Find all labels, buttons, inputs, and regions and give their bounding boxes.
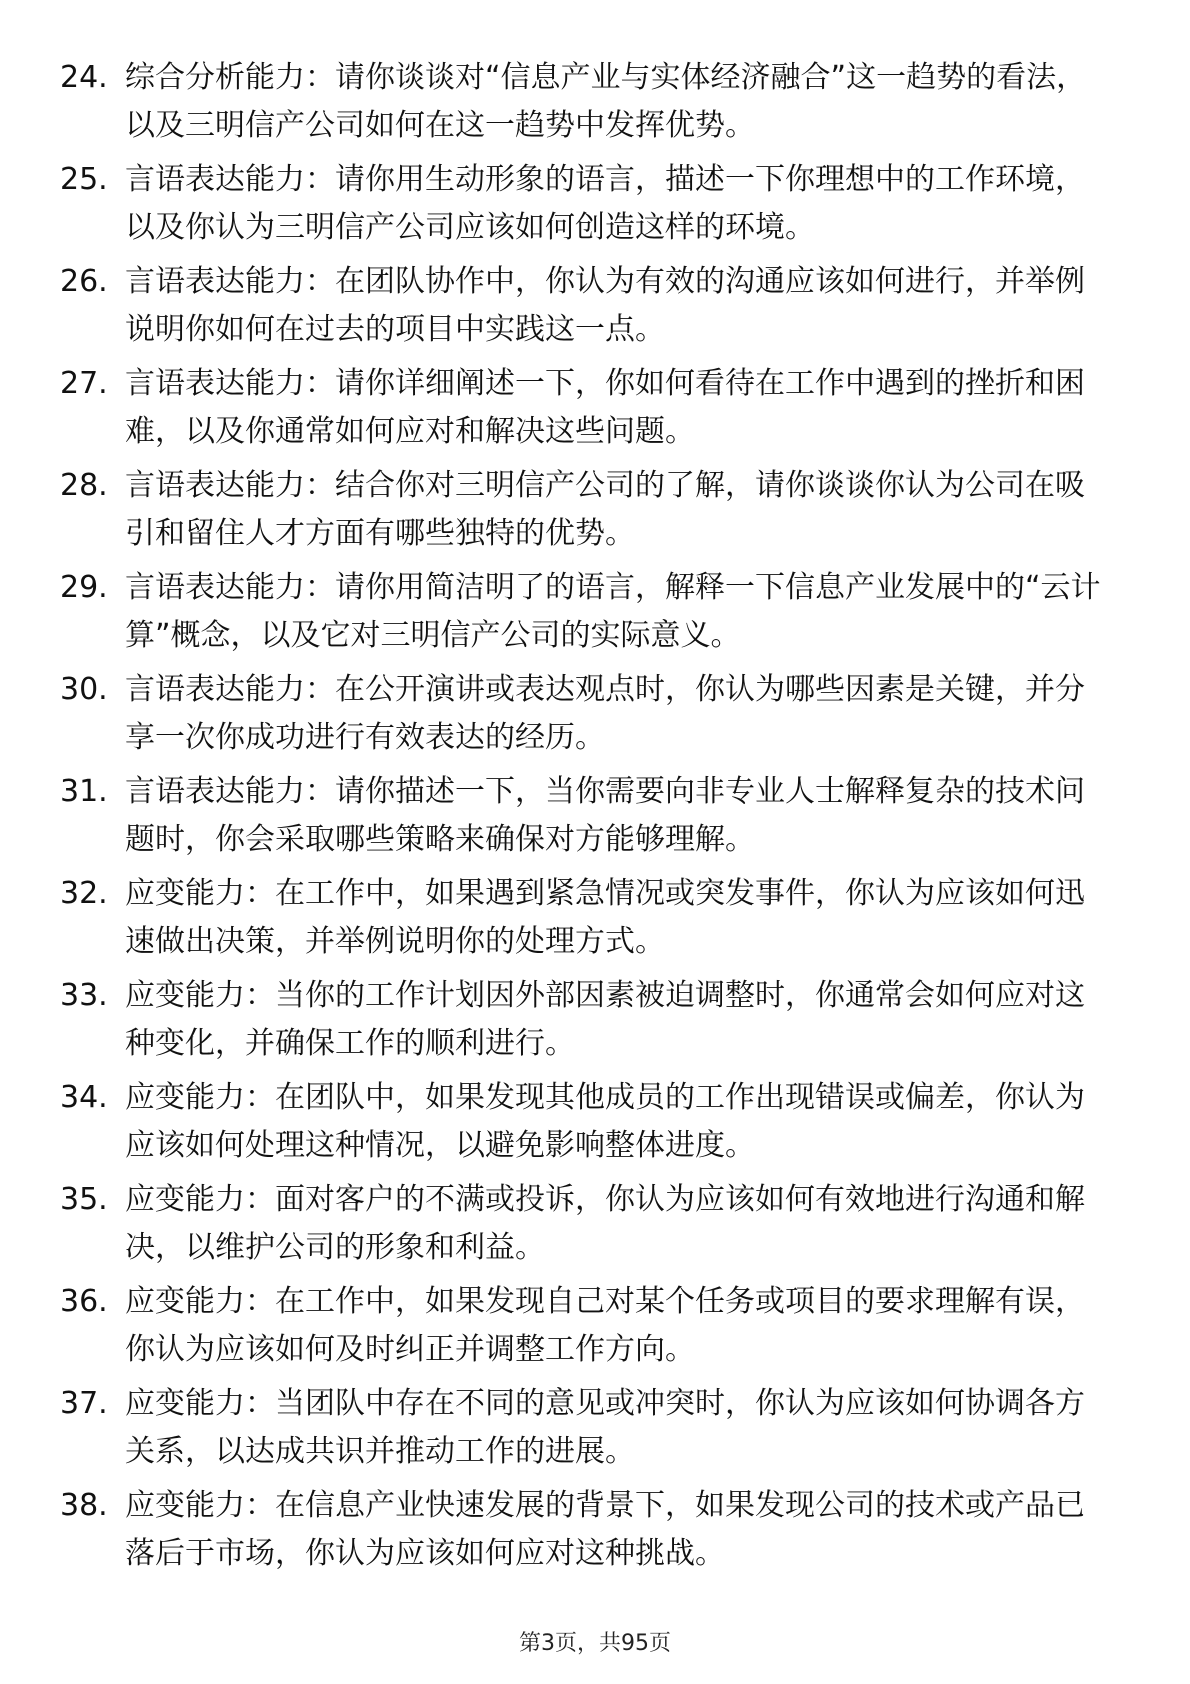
question-text: 言语表达能力：结合你对三明信产公司的了解，请你谈谈你认为公司在吸引和留住人才方面有哪些独特的优势。 bbox=[125, 468, 1085, 551]
question-item bbox=[60, 1278, 1110, 1374]
question-number: 38. bbox=[60, 1488, 108, 1523]
question-text: 言语表达能力：在公开演讲或表达观点时，你认为哪些因素是关键，并分享一次你成功进行有效表达的经历。 bbox=[125, 672, 1085, 755]
question-item bbox=[60, 54, 1110, 150]
question-number: 28. bbox=[60, 468, 108, 503]
question-text: 应变能力：在工作中，如果发现自己对某个任务或项目的要求理解有误，你认为应该如何及时纠正并调整工作方向。 bbox=[125, 1284, 1085, 1367]
question-item bbox=[60, 258, 1110, 354]
question-number: 33. bbox=[60, 978, 108, 1013]
question-number: 31. bbox=[60, 774, 108, 809]
question-text: 应变能力：在工作中，如果遇到紧急情况或突发事件，你认为应该如何迅速做出决策，并举例说明你的处理方式。 bbox=[125, 876, 1085, 959]
question-item bbox=[60, 1482, 1110, 1578]
question-text: 言语表达能力：请你用简洁明了的语言，解释一下信息产业发展中的“云计算”概念，以及它对三明信产公司的实际意义。 bbox=[125, 570, 1101, 653]
question-item bbox=[60, 768, 1110, 864]
question-text: 言语表达能力：在团队协作中，你认为有效的沟通应该如何进行，并举例说明你如何在过去的项目中实践这一点。 bbox=[125, 264, 1085, 347]
question-item bbox=[60, 360, 1110, 456]
question-number: 32. bbox=[60, 876, 108, 911]
question-item bbox=[60, 1176, 1110, 1272]
question-number: 27. bbox=[60, 366, 108, 401]
question-number: 26. bbox=[60, 264, 108, 299]
question-item bbox=[60, 666, 1110, 762]
question-text: 应变能力：在团队中，如果发现其他成员的工作出现错误或偏差，你认为应该如何处理这种情况，以避免影响整体进度。 bbox=[125, 1080, 1085, 1163]
question-number: 36. bbox=[60, 1284, 108, 1319]
page-indicator: 第3页，共95页 bbox=[519, 1631, 671, 1656]
question-number: 24. bbox=[60, 60, 108, 95]
question-item bbox=[60, 462, 1110, 558]
question-text: 言语表达能力：请你描述一下，当你需要向非专业人士解释复杂的技术问题时，你会采取哪些策略来确保对方能够理解。 bbox=[125, 774, 1085, 857]
question-text: 言语表达能力：请你详细阐述一下，你如何看待在工作中遇到的挫折和困难，以及你通常如何应对和解决这些问题。 bbox=[125, 366, 1085, 449]
question-text: 综合分析能力：请你谈谈对“信息产业与实体经济融合”这一趋势的看法，以及三明信产公司如何在这一趋势中发挥优势。 bbox=[125, 60, 1087, 143]
question-number: 34. bbox=[60, 1080, 108, 1115]
question-item bbox=[60, 564, 1110, 660]
question-item bbox=[60, 1074, 1110, 1170]
question-item bbox=[60, 156, 1110, 252]
question-number: 35. bbox=[60, 1182, 108, 1217]
question-text: 应变能力：在信息产业快速发展的背景下，如果发现公司的技术或产品已落后于市场，你认为应该如何应对这种挑战。 bbox=[125, 1488, 1085, 1571]
question-number: 25. bbox=[60, 162, 108, 197]
question-text: 应变能力：面对客户的不满或投诉，你认为应该如何有效地进行沟通和解决，以维护公司的形象和利益。 bbox=[125, 1182, 1085, 1265]
question-item bbox=[60, 870, 1110, 966]
question-item bbox=[60, 1380, 1110, 1476]
question-text: 应变能力：当团队中存在不同的意见或冲突时，你认为应该如何协调各方关系，以达成共识并推动工作的进展。 bbox=[125, 1386, 1085, 1469]
question-number: 29. bbox=[60, 570, 108, 605]
question-text: 应变能力：当你的工作计划因外部因素被迫调整时，你通常会如何应对这种变化，并确保工作的顺利进行。 bbox=[125, 978, 1085, 1061]
question-text: 言语表达能力：请你用生动形象的语言，描述一下你理想中的工作环境，以及你认为三明信产公司应该如何创造这样的环境。 bbox=[125, 162, 1085, 245]
question-item bbox=[60, 972, 1110, 1068]
question-list bbox=[60, 54, 1110, 1584]
question-number: 30. bbox=[60, 672, 108, 707]
question-number: 37. bbox=[60, 1386, 108, 1421]
